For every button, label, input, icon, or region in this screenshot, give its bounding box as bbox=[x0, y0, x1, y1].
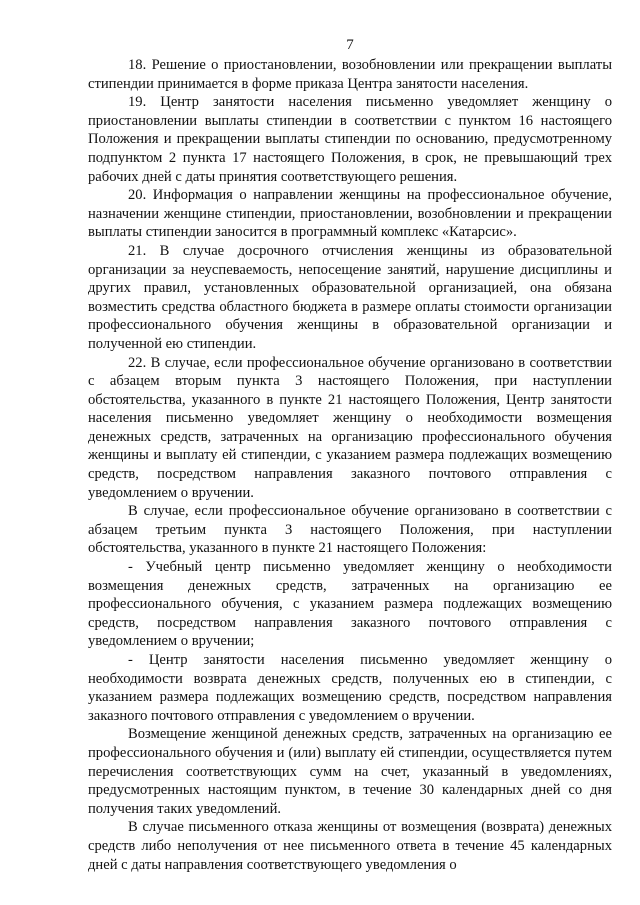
paragraph-21: 21. В случае досрочного отчисления женщины из образовательной организации за неуспеваемость, непосещение занятий, нарушение дисциплины и других правил, установленных образовательной организацией, она обязана возместить средства областного бюджета в размере оплаты стоимости организации профессионального обучения женщины в образовательной организации и полученной ею стипендии. bbox=[88, 242, 612, 352]
paragraph-refusal: В случае письменного отказа женщины от возмещения (возврата) денежных средств либо неполучения от нее письменного ответа в течение 45 календарных дней с даты направления соответствующего уведомления о bbox=[88, 819, 612, 873]
paragraph-case-abzac-3: В случае, если профессиональное обучение организовано в соответствии с абзацем третьим пункта 3 настоящего Положения, при наступлении обстоятельства, указанного в пункте 21 настоящего Положения: bbox=[88, 503, 612, 557]
paragraph-20: 20. Информация о направлении женщины на профессиональное обучение, назначении женщине стипендии, приостановлении, возобновлении и прекращении выплаты стипендии заносится в программный комплекс «Катарсис». bbox=[88, 187, 612, 241]
list-item-training-center: - Учебный центр письменно уведомляет женщину о необходимости возмещения денежных средств, затраченных на организацию ее профессионального обучения, с указанием размера подлежащих возмещению средств, посредством направления заказного почтового отправления с уведомлением о вручении; bbox=[88, 559, 612, 650]
paragraph-18: 18. Решение о приостановлении, возобновлении или прекращении выплаты стипендии принимается в форме приказа Центра занятости населения. bbox=[88, 57, 612, 92]
paragraph-22: 22. В случае, если профессиональное обучение организовано в соответствии с абзацем вторым пункта 3 настоящего Положения, при наступлении обстоятельства, указанного в пункте 21 настоящего Положения, Центр занятости населения письменно уведомляет женщину о необходимости возмещения денежных средств, затраченных на организацию профессионального обучения женщины и выплату ей стипендии, с указанием размера подлежащих возмещению средств, посредством направления заказного почтового отправления с уведомлением о вручении. bbox=[88, 354, 612, 501]
page-number: 7 bbox=[346, 37, 354, 53]
list-item-employment-center: - Центр занятости населения письменно уведомляет женщину о необходимости возврата денежных средств, полученных ею в стипендии, с указанием размера подлежащих возмещению средств, посредством направления заказного почтового отправления с уведомлением о вручении. bbox=[88, 652, 612, 724]
paragraph-19: 19. Центр занятости населения письменно уведомляет женщину о приостановлении выплаты стипендии в соответствии с пунктом 16 настоящего Положения и прекращении выплаты стипендии по основанию, предусмотренному подпунктом 2 пункта 17 настоящего Положения, в срок, не превышающий трех рабочих дней с даты принятия соответствующего решения. bbox=[88, 94, 612, 185]
paragraph-reimbursement: Возмещение женщиной денежных средств, затраченных на организацию ее профессионального обучения и (или) выплату ей стипендии, осуществляется путем перечисления соответствующих сумм на счет, указанный в уведомлениях, предусмотренных настоящим пунктом, в течение 30 календарных дней со дня получения таких уведомлений. bbox=[88, 726, 612, 817]
